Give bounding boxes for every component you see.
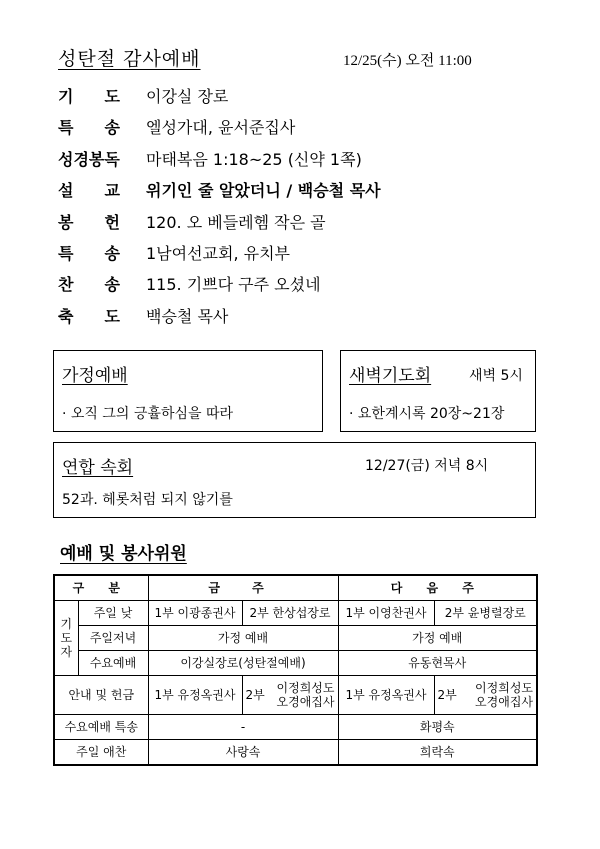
dawn-prayer-title: 새벽기도회 bbox=[349, 366, 432, 386]
order-label: 축 도 bbox=[58, 307, 120, 326]
order-value: 이강실 장로 bbox=[146, 87, 229, 106]
service-datetime: 12/25(수) 오전 11:00 bbox=[343, 53, 472, 69]
cell-next-1: 1부 이영찬권사 bbox=[338, 601, 434, 626]
cell-next: 유동현목사 bbox=[338, 651, 537, 676]
family-worship-text: · 오직 그의 긍휼하심을 따라 bbox=[62, 406, 234, 422]
order-value: 마태복음 1:18~25 (신약 1쪽) bbox=[146, 150, 362, 169]
cell-this-1: 1부 이광종권사 bbox=[148, 601, 242, 626]
order-value: 위기인 줄 알았더니 / 백승철 목사 bbox=[146, 181, 381, 200]
cell-this-2: 2부 한상섭장로 bbox=[242, 601, 338, 626]
joint-meeting-title: 연합 속회 bbox=[62, 458, 134, 478]
cell-this: 사랑속 bbox=[148, 740, 338, 766]
cell-line: 오경애집사 bbox=[475, 695, 534, 709]
service-title: 성탄절 감사예배 bbox=[58, 48, 201, 70]
cell-this-2 bbox=[242, 676, 338, 715]
header-category: 구 분 bbox=[54, 575, 148, 601]
order-label: 봉 헌 bbox=[58, 213, 120, 232]
table-row bbox=[54, 601, 537, 626]
order-value: 백승철 목사 bbox=[146, 307, 229, 326]
family-worship-box bbox=[53, 350, 323, 432]
family-worship-title: 가정예배 bbox=[62, 366, 128, 386]
table-row bbox=[54, 676, 537, 715]
header-next-week: 다 음 주 bbox=[338, 575, 537, 601]
order-label: 찬 송 bbox=[58, 275, 120, 294]
staff-table bbox=[53, 574, 538, 766]
dawn-prayer-time: 새벽 5시 bbox=[469, 368, 523, 384]
dawn-prayer-text: · 요한계시록 20장~21장 bbox=[349, 406, 505, 422]
row-label: 안내 및 헌금 bbox=[54, 676, 148, 715]
table-row bbox=[54, 715, 537, 740]
joint-meeting-text: 52과. 헤롯처럼 되지 않기를 bbox=[62, 492, 233, 508]
order-label: 기 도 bbox=[58, 87, 120, 106]
row-label: 주일저녁 bbox=[78, 626, 148, 651]
order-label: 특 송 bbox=[58, 244, 120, 263]
order-value: 1남여선교회, 유치부 bbox=[146, 244, 290, 263]
table-row bbox=[54, 626, 537, 651]
joint-meeting-datetime: 12/27(금) 저녁 8시 bbox=[365, 458, 489, 474]
header-this-week: 금 주 bbox=[148, 575, 338, 601]
table-row bbox=[54, 651, 537, 676]
cell-line: 이정희성도 bbox=[475, 681, 534, 695]
prayer-group-label: 기 도 자 bbox=[54, 601, 78, 676]
order-label: 성경봉독 bbox=[58, 150, 120, 169]
order-label: 설 교 bbox=[58, 181, 120, 200]
order-value: 120. 오 베들레헴 작은 골 bbox=[146, 213, 326, 232]
cell-this: - bbox=[148, 715, 338, 740]
cell-next-2 bbox=[434, 676, 537, 715]
row-label: 주일 낮 bbox=[78, 601, 148, 626]
cell-line: 이정희성도 bbox=[276, 681, 335, 695]
order-label: 특 송 bbox=[58, 118, 120, 137]
cell-prefix: 2부 bbox=[245, 688, 265, 702]
cell-this: 가정 예배 bbox=[148, 626, 338, 651]
cell-next: 가정 예배 bbox=[338, 626, 537, 651]
cell-next: 희락속 bbox=[338, 740, 537, 766]
order-value: 115. 기쁘다 구주 오셨네 bbox=[146, 275, 321, 294]
cell-next: 화평속 bbox=[338, 715, 537, 740]
cell-prefix: 2부 bbox=[437, 688, 457, 702]
dawn-prayer-box bbox=[340, 350, 536, 432]
row-label: 수요예배 bbox=[78, 651, 148, 676]
cell-this: 이강실장로(성탄절예배) bbox=[148, 651, 338, 676]
table-header-row bbox=[54, 575, 537, 601]
order-value: 엘성가대, 윤서준집사 bbox=[146, 118, 296, 137]
staff-section-title: 예배 및 봉사위원 bbox=[60, 544, 187, 564]
cell-line: 오경애집사 bbox=[276, 695, 335, 709]
table-row bbox=[54, 740, 537, 766]
cell-next-1: 1부 유정옥권사 bbox=[338, 676, 434, 715]
cell-next-2: 2부 윤병렬장로 bbox=[434, 601, 537, 626]
row-label: 주일 애찬 bbox=[54, 740, 148, 766]
row-label: 수요예배 특송 bbox=[54, 715, 148, 740]
joint-meeting-box bbox=[53, 442, 536, 518]
cell-this-1: 1부 유정옥권사 bbox=[148, 676, 242, 715]
